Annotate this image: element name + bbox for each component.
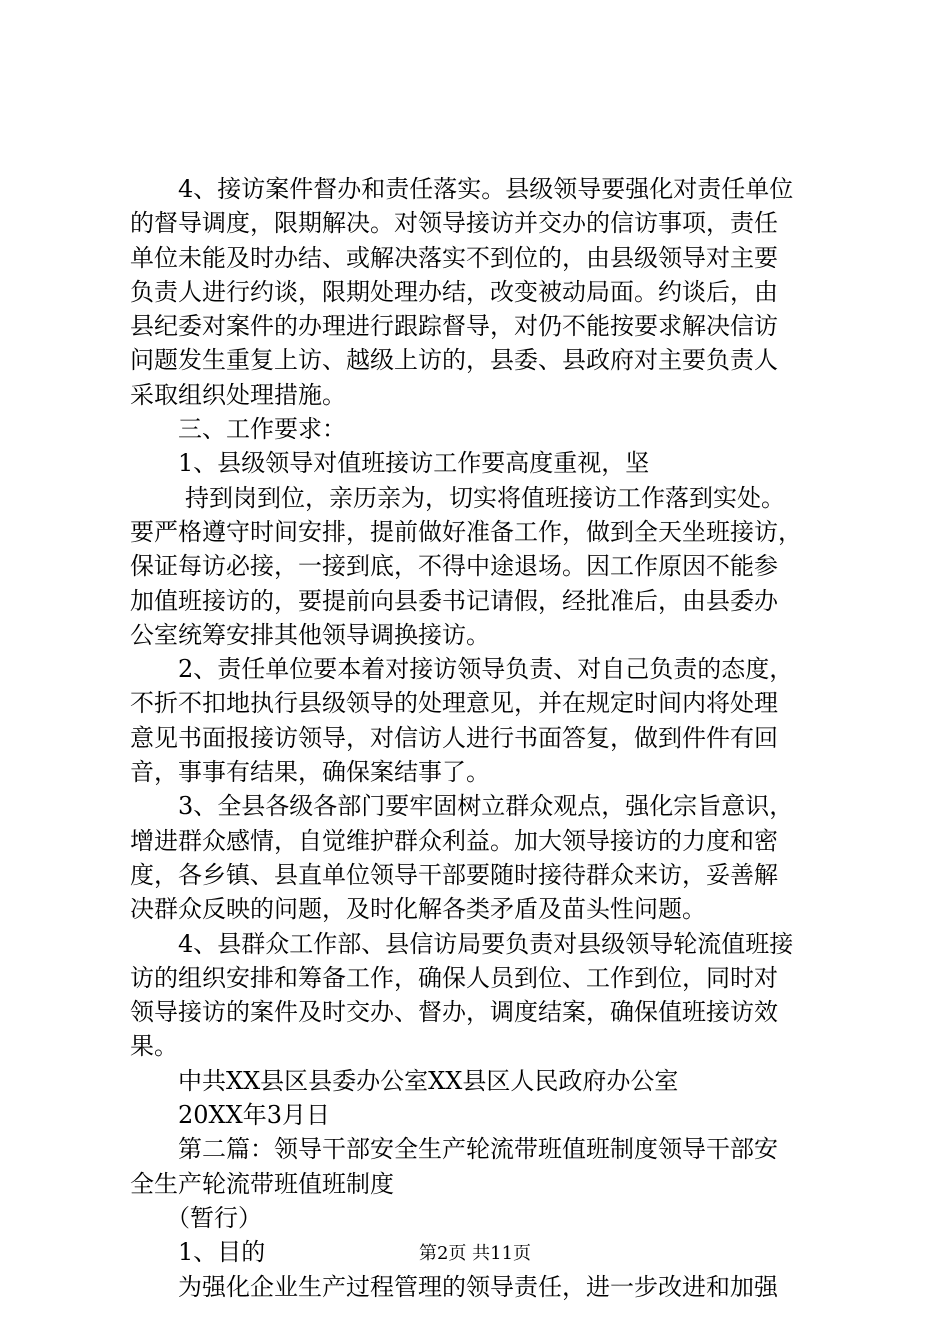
text-line: 加值班接访的，要提前向县委书记请假，经批准后，由县委办 (130, 586, 778, 615)
text-line: 3、全县各级各部门要牢固树立群众观点，强化宗旨意识， (178, 792, 794, 821)
page-footer: 第2页 共11页 (418, 1243, 532, 1264)
text-line: 负责人进行约谈，限期处理办结，改变被动局面。约谈后，由 (130, 277, 778, 306)
text-line: 领导接访的案件及时交办、督办，调度结案，确保值班接访效 (130, 998, 778, 1027)
text-line: 为强化企业生产过程管理的领导责任，进一步改进和加强 (178, 1272, 778, 1301)
text-line: （暂行） (166, 1203, 262, 1232)
text-line: 三、工作要求： (178, 415, 346, 444)
text-line: 不折不扣地执行县级领导的处理意见，并在规定时间内将处理 (130, 689, 778, 718)
text-line: 1、目的 (178, 1238, 266, 1267)
text-line: 决群众反映的问题，及时化解各类矛盾及苗头性问题。 (130, 895, 706, 924)
document-body (130, 172, 835, 1304)
text-line: 度，各乡镇、县直单位领导干部要随时接待群众来访，妥善解 (130, 860, 778, 889)
text-line: 4、接访案件督办和责任落实。县级领导要强化对责任单位 (178, 175, 794, 203)
text-line: 采取组织处理措施。 (130, 380, 346, 409)
text-line: 1、县级领导对值班接访工作要高度重视，坚 (178, 449, 650, 478)
text-line: 增进群众感情，自觉维护群众利益。加大领导接访的力度和密 (130, 826, 778, 855)
text-line: 要严格遵守时间安排，提前做好准备工作，做到全天坐班接访， (130, 517, 802, 546)
text-line: 中共XX县区县委办公室XX县区人民政府办公室 (178, 1066, 679, 1095)
text-line: 公室统筹安排其他领导调换接访。 (130, 620, 490, 649)
text-line: 20XX年3月日 (178, 1101, 330, 1130)
text-line: 第二篇：领导干部安全生产轮流带班值班制度领导干部安 (178, 1135, 778, 1164)
text-line: 县纪委对案件的办理进行跟踪督导，对仍不能按要求解决信访 (130, 312, 778, 341)
text-line: 全生产轮流带班值班制度 (130, 1169, 394, 1198)
text-line: 问题发生重复上访、越级上访的，县委、县政府对主要负责人 (130, 346, 778, 375)
text-line: 访的组织安排和筹备工作，确保人员到位、工作到位，同时对 (130, 963, 778, 992)
text-line: 意见书面报接访领导，对信访人进行书面答复，做到件件有回 (130, 723, 778, 752)
text-line: 的督导调度，限期解决。对领导接访并交办的信访事项，责任 (130, 209, 778, 238)
text-line: 4、县群众工作部、县信访局要负责对县级领导轮流值班接 (178, 929, 794, 958)
text-line: 保证每访必接，一接到底，不得中途退场。因工作原因不能参 (130, 552, 778, 581)
text-line: 持到岗到位，亲历亲为，切实将值班接访工作落到实处。 (185, 483, 785, 512)
text-line: 单位未能及时办结、或解决落实不到位的，由县级领导对主要 (130, 243, 778, 272)
text-line: 音，事事有结果，确保案结事了。 (130, 758, 490, 787)
text-line: 果。 (130, 1032, 178, 1061)
text-line: 2、责任单位要本着对接访领导负责、对自己负责的态度， (178, 655, 794, 684)
